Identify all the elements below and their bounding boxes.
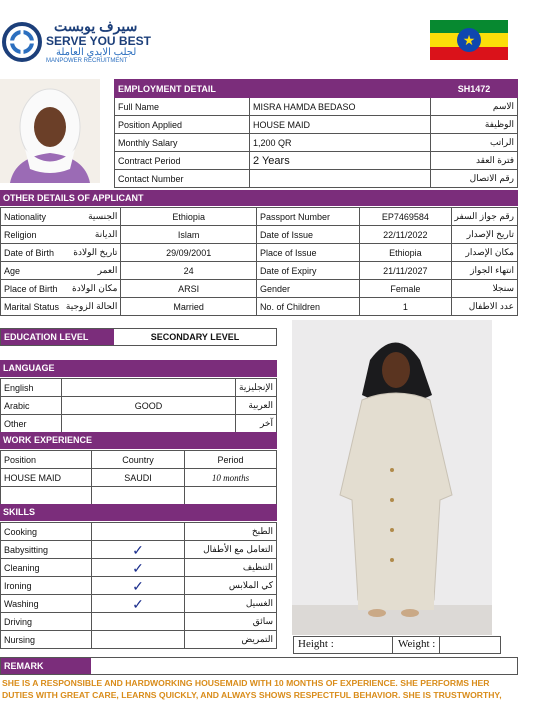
detail-value: 24: [121, 262, 257, 280]
language-arabic-label: آخر: [236, 415, 277, 433]
emp-row: [115, 152, 518, 170]
measurements-row: [293, 636, 501, 654]
detail-arabic-label: الحالة الزوجية: [63, 298, 121, 316]
detail-arabic-label: تاريخ الولادة: [63, 244, 121, 262]
work-row: [1, 487, 277, 505]
logo-arabic-sub: لجلب الايدي العاملة: [56, 47, 137, 58]
language-label: English: [1, 379, 62, 397]
work-period: [185, 487, 277, 505]
skill-row: [1, 541, 277, 559]
emp-value: 2 Years: [250, 152, 431, 170]
emp-arabic-label: فترة العقد: [431, 152, 518, 170]
emp-row: [115, 134, 518, 152]
work-position: [1, 487, 92, 505]
skill-label: Cooking: [1, 523, 92, 541]
weight-field: Weight :: [398, 638, 436, 650]
work-country: [92, 487, 185, 505]
detail-value: Ethiopia: [360, 244, 451, 262]
detail-label: Religion: [1, 226, 63, 244]
detail-arabic-label: عدد الاطفال: [451, 298, 518, 316]
language-row: [1, 397, 277, 415]
skill-arabic-label: التنظيف: [185, 559, 277, 577]
skill-row: [1, 559, 277, 577]
language-header: LANGUAGE: [0, 360, 277, 377]
skill-row: [1, 523, 277, 541]
detail-arabic-label: مكان الولادة: [63, 280, 121, 298]
detail-row: [1, 244, 518, 262]
detail-row: [1, 208, 518, 226]
skill-check-icon: ✓: [92, 559, 185, 577]
skill-arabic-label: التمريض: [185, 631, 277, 649]
detail-value: 1: [360, 298, 451, 316]
skill-check-icon: ✓: [92, 577, 185, 595]
emp-row: [115, 116, 518, 134]
detail-label: Passport Number: [256, 208, 359, 226]
work-col-country: Country: [92, 451, 185, 469]
applicant-full-photo: [292, 320, 492, 635]
skill-label: Nursing: [1, 631, 92, 649]
skill-check-icon: [92, 523, 185, 541]
skill-arabic-label: سائق: [185, 613, 277, 631]
emp-label: Contact Number: [115, 170, 250, 188]
detail-value: Married: [121, 298, 257, 316]
logo-tagline: MANPOWER RECRUITMENT: [46, 58, 128, 64]
skill-label: Cleaning: [1, 559, 92, 577]
company-logo: [2, 18, 152, 66]
skill-row: [1, 577, 277, 595]
emp-label: Monthly Salary: [115, 134, 250, 152]
applicant-portrait-photo: [0, 79, 100, 183]
detail-label: Place of Issue: [256, 244, 359, 262]
detail-label: Nationality: [1, 208, 63, 226]
employment-detail-table: [114, 79, 518, 188]
language-value: [62, 415, 236, 433]
detail-arabic-label: مكان الإصدار: [451, 244, 518, 262]
detail-arabic-label: انتهاء الجواز: [451, 262, 518, 280]
detail-arabic-label: سنجلا: [451, 280, 518, 298]
emp-arabic-label: الاسم: [431, 98, 518, 116]
skill-label: Washing: [1, 595, 92, 613]
detail-label: Age: [1, 262, 63, 280]
education-value: SECONDARY LEVEL: [150, 332, 240, 342]
emp-label: Position Applied: [115, 116, 250, 134]
detail-label: Date of Birth: [1, 244, 63, 262]
detail-arabic-label: الديانة: [63, 226, 121, 244]
logo-knot-icon: [2, 22, 42, 62]
language-table: [0, 378, 277, 433]
emp-value: MISRA HAMDA BEDASO: [250, 98, 431, 116]
work-experience-header: WORK EXPERIENCE: [0, 432, 277, 449]
skill-check-icon: ✓: [92, 541, 185, 559]
education-row: [0, 328, 277, 346]
detail-label: Marital Status: [1, 298, 63, 316]
detail-arabic-label: تاريخ الإصدار: [451, 226, 518, 244]
skill-label: Babysitting: [1, 541, 92, 559]
detail-label: Date of Expiry: [256, 262, 359, 280]
detail-arabic-label: رقم جواز السفر: [451, 208, 518, 226]
applicant-code: SH1472: [431, 80, 518, 98]
work-col-position: Position: [1, 451, 92, 469]
skills-header: SKILLS: [0, 504, 277, 521]
logo-name: SERVE YOU BEST: [46, 34, 151, 48]
detail-value: Ethiopia: [121, 208, 257, 226]
skill-row: [1, 595, 277, 613]
skills-table: [0, 522, 277, 649]
education-label: EDUCATION LEVEL: [1, 329, 114, 345]
language-row: [1, 415, 277, 433]
skill-arabic-label: كي الملابس: [185, 577, 277, 595]
emp-value: HOUSE MAID: [250, 116, 431, 134]
detail-value: 22/11/2022: [360, 226, 451, 244]
detail-arabic-label: العمر: [63, 262, 121, 280]
detail-row: [1, 280, 518, 298]
logo-arabic: سيرف يوبست: [54, 18, 138, 34]
language-row: [1, 379, 277, 397]
other-details-table: [0, 207, 518, 316]
detail-label: Place of Birth: [1, 280, 63, 298]
language-label: Arabic: [1, 397, 62, 415]
emp-row: [115, 98, 518, 116]
other-details-header: OTHER DETAILS OF APPLICANT: [0, 190, 518, 206]
work-row: [1, 469, 277, 487]
skill-row: [1, 631, 277, 649]
employment-header: EMPLOYMENT DETAIL: [115, 80, 431, 98]
work-position: HOUSE MAID: [1, 469, 92, 487]
skill-arabic-label: الطبخ: [185, 523, 277, 541]
language-value: GOOD: [62, 397, 236, 415]
skill-check-icon: [92, 613, 185, 631]
work-country: SAUDI: [92, 469, 185, 487]
skill-check-icon: ✓: [92, 595, 185, 613]
skill-arabic-label: التعامل مع الأطفال: [185, 541, 277, 559]
emp-value: [250, 170, 431, 188]
detail-label: No. of Children: [256, 298, 359, 316]
detail-value: 29/09/2001: [121, 244, 257, 262]
work-header-row: [1, 451, 277, 469]
emp-arabic-label: الوظيفة: [431, 116, 518, 134]
work-period: 10 months: [185, 469, 277, 487]
detail-row: [1, 262, 518, 280]
detail-label: Gender: [256, 280, 359, 298]
detail-value: 21/11/2027: [360, 262, 451, 280]
skill-row: [1, 613, 277, 631]
emp-label: Contract Period: [115, 152, 250, 170]
ethiopia-flag-icon: ★: [430, 20, 508, 60]
detail-value: ARSI: [121, 280, 257, 298]
work-col-period: Period: [185, 451, 277, 469]
language-label: Other: [1, 415, 62, 433]
skill-arabic-label: الغسيل: [185, 595, 277, 613]
detail-value: Female: [360, 280, 451, 298]
height-field: Height :: [298, 638, 334, 650]
work-experience-table: [0, 450, 277, 505]
emp-arabic-label: رقم الاتصال: [431, 170, 518, 188]
language-arabic-label: العربية: [236, 397, 277, 415]
skill-label: Driving: [1, 613, 92, 631]
detail-value: Islam: [121, 226, 257, 244]
remark-row: [0, 657, 518, 675]
emp-label: Full Name: [115, 98, 250, 116]
language-arabic-label: الإنجليزية: [236, 379, 277, 397]
emp-value: 1,200 QR: [250, 134, 431, 152]
detail-value: EP7469584: [360, 208, 451, 226]
skill-check-icon: [92, 631, 185, 649]
emp-arabic-label: الراتب: [431, 134, 518, 152]
language-value: [62, 379, 236, 397]
detail-row: [1, 226, 518, 244]
remark-header: REMARK: [1, 658, 91, 674]
remark-text: SHE IS A RESPONSIBLE AND HARDWORKING HOUSEMAID WITH 10 MONTHS OF EXPERIENCE. SHE PERFORMS HER DUTIES WITH GREAT CARE, LEARNS QUICKLY, AND ALWAYS SHOWS RESPECTFUL BEHAVIOR. SHE IS TRUSTWORTHY,: [2, 678, 502, 700]
detail-label: Date of Issue: [256, 226, 359, 244]
detail-arabic-label: الجنسية: [63, 208, 121, 226]
skill-label: Ironing: [1, 577, 92, 595]
emp-row: [115, 170, 518, 188]
detail-row: [1, 298, 518, 316]
